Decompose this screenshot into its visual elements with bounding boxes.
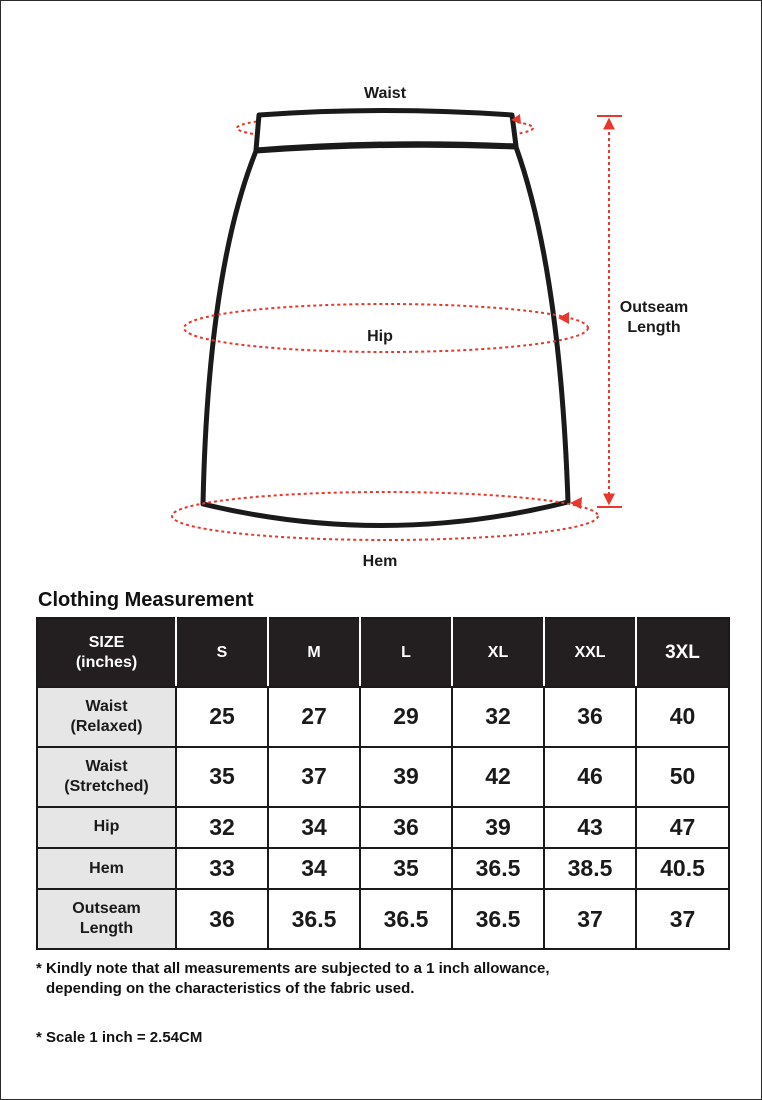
table-cell: 46 — [544, 747, 636, 807]
table-row — [37, 807, 729, 848]
row-label-line1: Hem — [89, 859, 124, 877]
size-chart-table — [36, 617, 730, 950]
row-label-line2: Length — [79, 920, 134, 938]
row-label-line1: Waist — [85, 697, 128, 715]
table-cell: 36.5 — [268, 889, 360, 949]
table-header-row — [37, 618, 729, 687]
table-cell: 37 — [636, 889, 729, 949]
table-cell: 40.5 — [636, 848, 729, 889]
hem-arrow-icon — [570, 497, 582, 509]
hip-label: Hip — [367, 328, 393, 345]
table-cell: 36 — [360, 807, 452, 848]
table-row — [37, 747, 729, 807]
size-header-cell — [37, 618, 176, 687]
size-header-m: M — [268, 618, 360, 687]
row-label-line2: (Stretched) — [64, 777, 149, 795]
waist-label: Waist — [363, 85, 407, 102]
table-row — [37, 848, 729, 889]
table-row — [37, 687, 729, 747]
row-label-hem — [37, 848, 176, 889]
table-cell: 36.5 — [452, 889, 544, 949]
table-cell: 29 — [360, 687, 452, 747]
row-label-line2: (Relaxed) — [70, 717, 143, 735]
row-label-waist-relaxed — [37, 687, 176, 747]
size-header-3xl: 3XL — [636, 618, 729, 687]
table-cell: 25 — [176, 687, 268, 747]
size-header-line2: (inches) — [75, 653, 138, 671]
table-cell: 36.5 — [452, 848, 544, 889]
size-header-line1: SIZE — [88, 633, 125, 651]
table-cell: 36.5 — [360, 889, 452, 949]
table-cell: 33 — [176, 848, 268, 889]
outseam-length-label — [610, 298, 698, 338]
allowance-note-line2: depending on the characteristics of the fabric used. — [46, 980, 415, 997]
table-cell: 39 — [360, 747, 452, 807]
size-header-l: L — [360, 618, 452, 687]
table-cell: 39 — [452, 807, 544, 848]
table-cell: 40 — [636, 687, 729, 747]
row-label-waist-stretched — [37, 747, 176, 807]
table-cell: 27 — [268, 687, 360, 747]
hip-arrow-icon — [558, 312, 569, 324]
table-cell: 43 — [544, 807, 636, 848]
table-cell: 32 — [452, 687, 544, 747]
table-cell: 35 — [360, 848, 452, 889]
size-header-s: S — [176, 618, 268, 687]
table-cell: 42 — [452, 747, 544, 807]
table-cell: 35 — [176, 747, 268, 807]
scale-note: * Scale 1 inch = 2.54CM — [36, 1029, 203, 1046]
table-cell: 37 — [544, 889, 636, 949]
hem-label: Hem — [362, 553, 398, 570]
table-cell: 47 — [636, 807, 729, 848]
outseam-label-line1: Outseam — [619, 299, 689, 316]
size-header-xxl: XXL — [544, 618, 636, 687]
table-cell: 37 — [268, 747, 360, 807]
allowance-note-line1: * Kindly note that all measurements are subjected to a 1 inch allowance, — [36, 960, 550, 977]
table-cell: 34 — [268, 807, 360, 848]
row-label-line1: Waist — [85, 757, 128, 775]
row-label-hip — [37, 807, 176, 848]
row-label-line1: Outseam — [72, 900, 141, 918]
table-row — [37, 889, 729, 949]
size-header-xl: XL — [452, 618, 544, 687]
section-title: Clothing Measurement — [38, 589, 254, 611]
table-cell: 38.5 — [544, 848, 636, 889]
table-cell: 32 — [176, 807, 268, 848]
row-label-line1: Hip — [93, 818, 120, 836]
allowance-note — [36, 959, 550, 999]
table-cell: 36 — [544, 687, 636, 747]
row-label-outseam-length — [37, 889, 176, 949]
table-cell: 34 — [268, 848, 360, 889]
outseam-label-line2: Length — [627, 319, 681, 336]
table-cell: 36 — [176, 889, 268, 949]
table-cell: 50 — [636, 747, 729, 807]
